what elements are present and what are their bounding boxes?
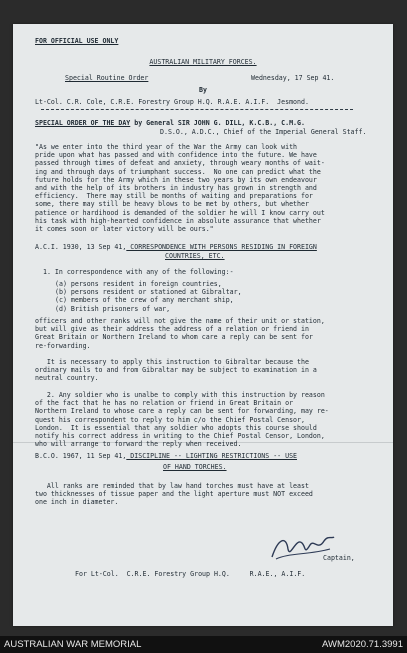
aci-heading-cont: COUNTRIES, ETC. [165, 252, 225, 260]
footer-accession: AWM2020.71.3991 [322, 639, 403, 650]
quote-line: some, there may still be heavy blows to be met by others, but whether [35, 200, 309, 209]
body-line: Northern Ireland to whose care a reply can be sent for forwarding, may re- [35, 407, 329, 416]
body-line: notify his correct address in writing to the Chief Postal Censor, London, [35, 432, 325, 441]
body-line: re-forwarding. [35, 341, 91, 350]
list-item: (d) British prisoners of war, [55, 304, 171, 313]
quote-line: efficiency. There may still be months of waiting and preparations for [35, 192, 313, 201]
bco-body [35, 482, 313, 507]
routine-order-title: Special Routine Order [65, 74, 149, 82]
body-line: neutral country. [35, 374, 99, 383]
quote-line: pride upon what has passed and with confidence into the future. We have [35, 151, 317, 160]
footer-institution: AUSTRALIAN WAR MEMORIAL [4, 639, 142, 650]
quote-line: passed through times of defeat and anxiety, through weary months of wait- [35, 159, 325, 168]
body-line: of the fact that he has no relation or friend in Great Britain or [35, 399, 294, 408]
aci-para1-body [35, 317, 325, 350]
body-line: Great Britain or Northern Ireland to whom care a reply can be sent for [35, 333, 313, 342]
body-line: two thicknesses of tissue paper and the light aperture must NOT exceed [35, 490, 313, 499]
special-order-credentials: D.S.O., A.D.C., Chief of the Imperial General Staff. [160, 128, 367, 136]
quote-line: future holds for the Army which in these two years by its own endeavour [35, 175, 317, 184]
aci-heading: A.C.I. 1930, 13 Sep 41, CORRESPONDENCE WITH PERSONS RESIDING IN FOREIGN [35, 243, 317, 251]
routine-order-date: Wednesday, 17 Sep 41. [251, 74, 335, 82]
quote-line: patience or hardihood is demanded of the soldier he will I know carry out [35, 208, 325, 217]
special-order-quote [35, 143, 325, 233]
by-line: Lt-Col. C.R. Cole, C.R.E. Forestry Group H.Q. R.A.E. A.I.F. Jesmond. [35, 98, 309, 106]
body-line: All ranks are reminded that by law hand torches must have at least [35, 482, 309, 490]
body-line: who will arrange to forward the reply when received. [35, 440, 242, 449]
quote-line: "As we enter into the third year of the War the Army can look with [35, 143, 298, 151]
body-line: officers and other ranks will not give the name of their unit or station, [35, 317, 325, 325]
body-line: It is necessary to apply this instruction to Gibraltar because the [35, 358, 309, 366]
body-line: London. It is essential that any soldier who adopts this course should [35, 423, 317, 432]
bco-heading: B.C.O. 1967, 11 Sep 41, DISCIPLINE -- LIGHTING RESTRICTIONS -- USE [35, 452, 298, 460]
signatory-rank: Captain, [323, 554, 355, 562]
dashed-rule [41, 109, 353, 110]
list-item: (c) members of the crew of any merchant ship, [55, 296, 234, 305]
aci-para1-intro: 1. In correspondence with any of the following:- [43, 268, 234, 276]
aci-para1-list [55, 280, 242, 313]
quote-line: it comes soon or later victory will be ours." [35, 225, 214, 234]
body-line: but will give as their address the address of a relation or friend in [35, 325, 309, 334]
aci-para2 [35, 391, 329, 448]
quote-line: and with the help of its brothers in industry has grown in strength and [35, 184, 317, 193]
classification-label: FOR OFFICIAL USE ONLY [35, 37, 119, 45]
aci-para1-note [35, 358, 317, 383]
body-line: one inch in diameter. [35, 498, 119, 507]
quote-line: ing and through days of triumphant success. No one can predict what the [35, 167, 321, 176]
bco-heading-cont: OF HAND TORCHES. [163, 463, 227, 471]
org-title: AUSTRALIAN MILITARY FORCES. [149, 58, 257, 66]
footer-bar [0, 636, 407, 653]
list-item: (b) persons resident or stationed at Gibraltar, [55, 288, 242, 297]
by-label: By [199, 86, 207, 94]
list-item: (a) persons resident in foreign countries, [55, 280, 222, 288]
signatory-for-line: For Lt-Col. C.R.E. Forestry Group H.Q. R.A.E., A.I.F. [75, 570, 306, 578]
document-page [13, 24, 393, 626]
quote-line: his task with high-hearted confidence in absolute assurance that whether [35, 216, 321, 225]
special-order-heading: SPECIAL ORDER OF THE DAY by General SIR JOHN G. DILL, K.C.B., C.M.G. [35, 119, 305, 127]
body-line: 2. Any soldier who is unalbe to comply with this instruction by reason [35, 391, 325, 399]
body-line: ordinary mails to and from Gibraltar may be subject to examination in a [35, 366, 317, 375]
body-line: quest his correspondent to reply to him c/o the Chief Postal Censor, [35, 415, 305, 424]
